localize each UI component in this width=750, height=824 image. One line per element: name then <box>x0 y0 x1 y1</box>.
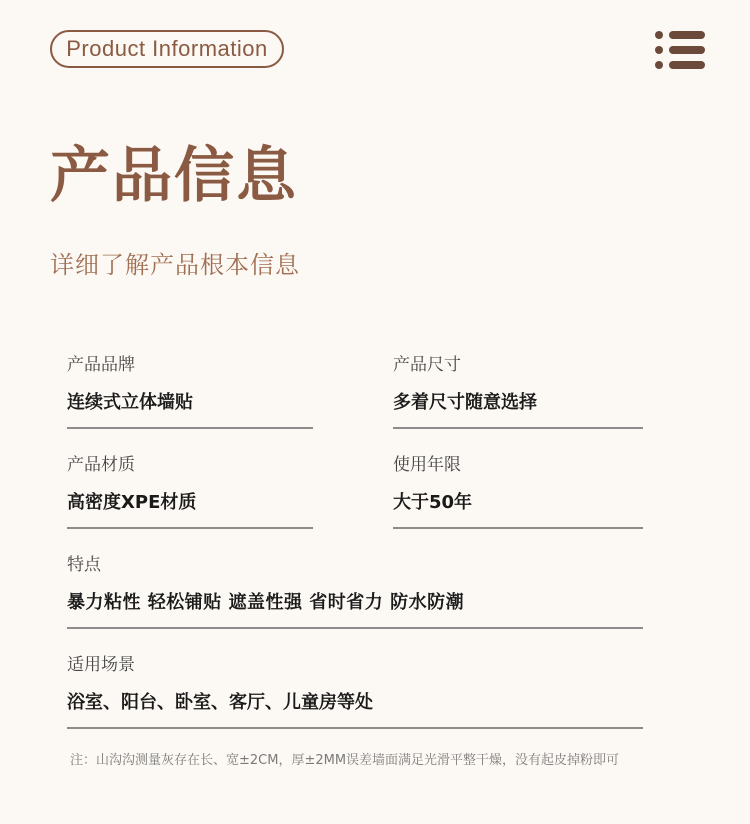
field-label: 产品品牌 <box>67 355 135 375</box>
menu-icon-row <box>655 46 705 54</box>
field-lifespan <box>393 453 643 531</box>
footnote: 注：山沟沟测量灰存在长、宽±2CM，厚±2MM误差墙面满足光滑平整干燥，没有起皮掉粉即可 <box>70 753 620 768</box>
divider <box>67 627 643 629</box>
field-features <box>67 553 643 631</box>
field-label: 产品尺寸 <box>393 355 461 375</box>
product-information-badge <box>50 30 284 68</box>
field-label: 使用年限 <box>393 455 461 475</box>
field-value: 暴力粘性 轻松铺贴 遮盖性强 省时省力 防水防潮 <box>67 592 465 613</box>
menu-icon-row <box>655 31 705 39</box>
field-value: 大于50年 <box>393 492 473 513</box>
menu-icon-dot <box>655 61 663 69</box>
menu-icon[interactable] <box>655 31 705 69</box>
divider <box>393 427 643 429</box>
field-label: 特点 <box>67 555 101 575</box>
field-usage <box>67 653 643 731</box>
menu-icon-row <box>655 61 705 69</box>
divider <box>67 527 313 529</box>
field-brand <box>67 353 313 431</box>
menu-icon-bar <box>669 46 705 54</box>
field-size <box>393 353 643 431</box>
badge-label: Product Information <box>66 36 268 61</box>
menu-icon-dot <box>655 46 663 54</box>
menu-icon-dot <box>655 31 663 39</box>
field-value: 连续式立体墙贴 <box>67 392 193 413</box>
divider <box>393 527 643 529</box>
field-value: 多着尺寸随意选择 <box>393 392 537 413</box>
page-subtitle: 详细了解产品根本信息 <box>50 251 300 279</box>
menu-icon-bar <box>669 31 705 39</box>
field-label: 适用场景 <box>67 655 135 675</box>
field-value: 浴室、阳台、卧室、客厅、儿童房等处 <box>67 692 373 713</box>
page-title: 产品信息 <box>50 141 298 211</box>
divider <box>67 727 643 729</box>
field-label: 产品材质 <box>67 455 135 475</box>
divider <box>67 427 313 429</box>
field-value: 高密度XPE材质 <box>67 492 197 513</box>
menu-icon-bar <box>669 61 705 69</box>
field-material <box>67 453 313 531</box>
